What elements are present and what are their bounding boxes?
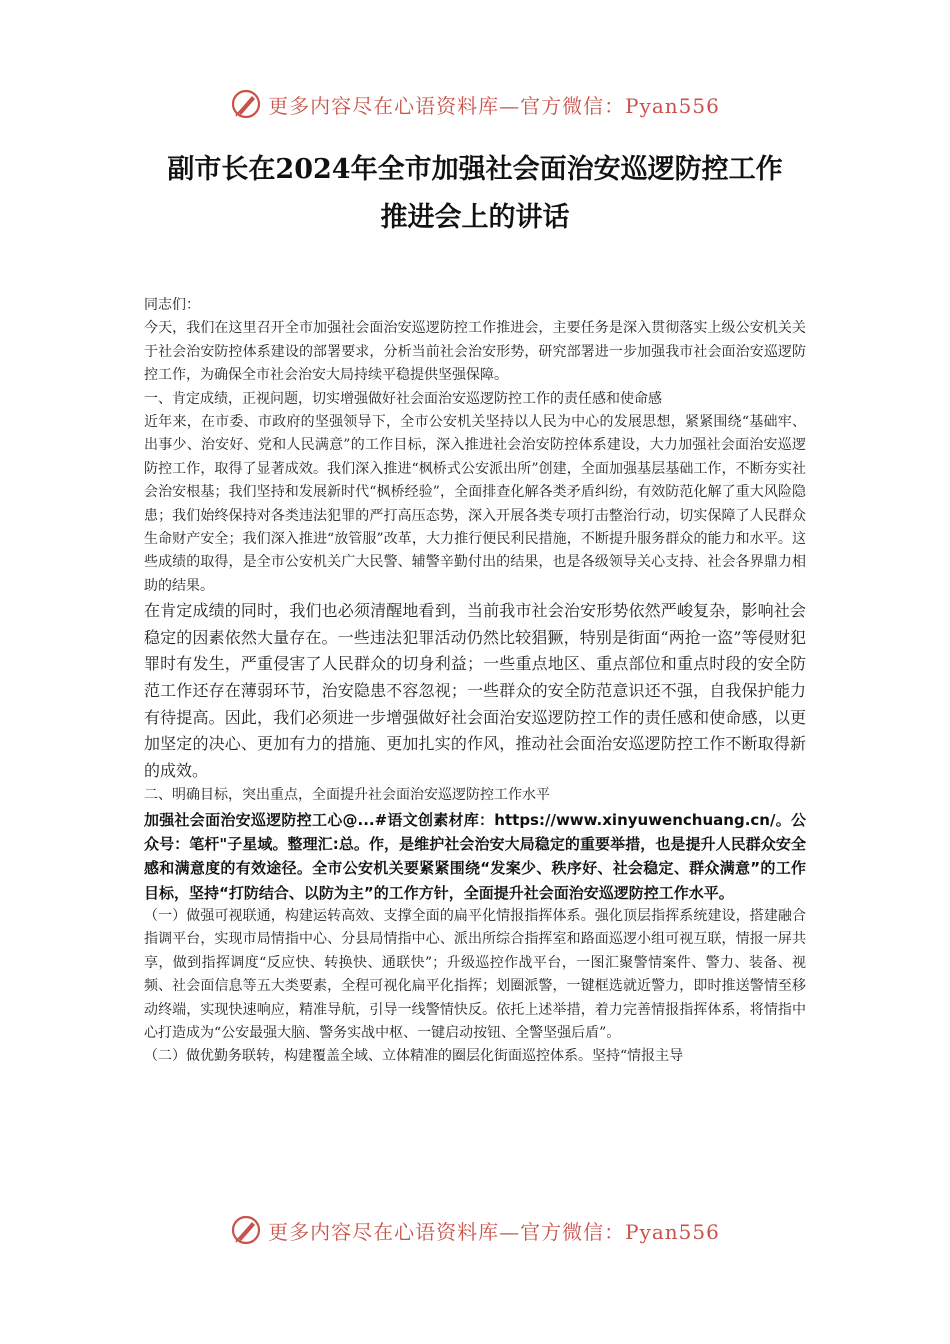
title-line-1: 副市长在2024年全市加强社会面治安巡逻防控工作 [167, 154, 783, 185]
subsection-2: （二）做优勤务联转，构建覆盖全域、立体精准的圈层化街面巡控体系。坚持“情报主导 [144, 1048, 684, 1065]
subsection-1: （一）做强可视联通，构建运转高效、支撑全面的扁平化情报指挥体系。强化顶层指挥系统建设，搭建融合指调平台，实现市局情指中心、分县局情指中心、派出所综合指挥室和路面巡逻小组可视互联，情报一屏共享，做到指挥调度“反应快、转换快、通联快”；升级巡控作战平台，一图汇聚警情案件、警力、装备、视频、社会面信息等五大类要素，全程可视化扁平化指挥；划圈派警，一键框选就近警力，即时推送警情至移动终端，实现快速响应，精准导航，引导一线警情快反。依托上述举措，着力完善情报指挥体系，将情指中心打造成为“公安最强大脑、警务实战中枢、一键启动按钮、全警坚强后盾”。 [144, 908, 806, 1042]
speech-body [144, 294, 806, 1069]
title-line-2: 推进会上的讲话 [380, 202, 570, 233]
intro-paragraph: 今天，我们在这里召开全市加强社会面治安巡逻防控工作推进会，主要任务是深入贯彻落实上级公安机关关于社会治安防控体系建设的部署要求，分析当前社会治安形势，研究部署进一步加强我市社会面治安巡逻防控工作，为确保全市社会治安大局持续平稳提供坚强保障。 [144, 320, 806, 384]
section-heading-1: 一、肯定成绩，正视问题，切实增强做好社会面治安巡逻防控工作的责任感和使命感 [144, 390, 662, 407]
watermark-text: 更多内容尽在心语资料库—官方微信：Pyan556 [268, 1219, 720, 1244]
writing-logo-icon [230, 1214, 262, 1246]
paragraph-1b: 在肯定成绩的同时，我们也必须清醒地看到，当前我市社会治安形势依然严峻复杂，影响社会稳定的因素依然大量存在。一些违法犯罪活动仍然比较猖獗，特别是街面“两抢一盗”等侵财犯罪时有发生，严重侵害了人民群众的切身利益；一些重点地区、重点部位和重点时段的安全防范工作还存在薄弱环节，治安隐患不容忽视；一些群众的安全防范意识还不强，自我保护能力有待提高。因此，我们必须进一步增强做好社会面治安巡逻防控工作的责任感和使命感，以更加坚定的决心、更加有力的措施、更加扎实的作风，推动社会面治安巡逻防控工作不断取得新的成效。 [144, 601, 806, 780]
section-heading-2: 二、明确目标，突出重点，全面提升社会面治安巡逻防控工作水平 [144, 787, 550, 804]
watermark-text: 更多内容尽在心语资料库—官方微信：Pyan556 [268, 93, 720, 118]
paragraph-2: 加强社会面治安巡逻防控工心@...#语文创素材库：https://www.xinyuwenchuang.cn/。公众号：笔杆"子星域。整理汇:总。作，是维护社会治安大局稳定的重要举措，也是提升人民群众安全感和满意度的有效途径。全市公安机关要紧紧围绕“发案少、秩序好、社会稳定、群众满意”的工作目标，坚持“打防结合、以防为主”的工作方针，全面提升社会面治安巡逻防控工作水平。 [144, 810, 806, 902]
header-watermark-banner [0, 84, 950, 124]
page-title [100, 146, 850, 242]
greeting: 同志们： [144, 297, 200, 313]
writing-logo-icon [230, 88, 262, 120]
footer-watermark-banner [0, 1210, 950, 1250]
paragraph-1a: 近年来，在市委、市政府的坚强领导下，全市公安机关坚持以人民为中心的发展思想，紧紧围绕“基础牢、出事少、治安好、党和人民满意”的工作目标，深入推进社会治安防控体系建设，大力加强社会面治安巡逻防控工作，取得了显著成效。我们深入推进“枫桥式公安派出所”创建，全面加强基层基础工作，不断夯实社会治安根基；我们坚持和发展新时代“枫桥经验”，全面排查化解各类矛盾纠纷，有效防范化解了重大风险隐患；我们始终保持对各类违法犯罪的严打高压态势，深入开展各类专项打击整治行动，切实保障了人民群众生命财产安全；我们深入推进“放管服”改革，大力推行便民利民措施，不断提升服务群众的能力和水平。这些成绩的取得，是全市公安机关广大民警、辅警辛勤付出的结果，也是各级领导关心支持、社会各界鼎力相助的结果。 [144, 414, 806, 594]
